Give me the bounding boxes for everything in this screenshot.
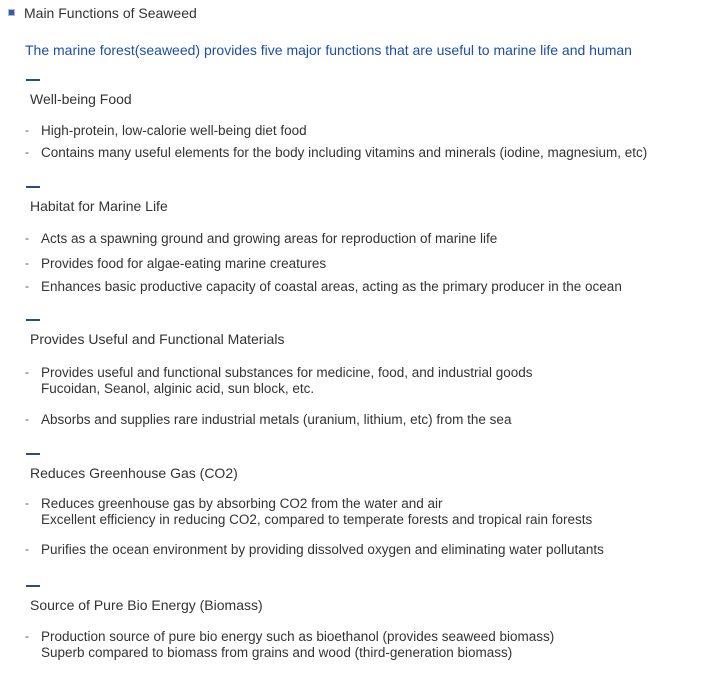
section-mark-icon [26, 186, 40, 188]
item-line: Provides useful and functional substances for medicine, food, and industrial goods [41, 365, 533, 380]
section-bio-energy [25, 585, 705, 660]
item-list [25, 629, 705, 660]
list-item [25, 256, 705, 272]
section-title: Habitat for Marine Life [30, 198, 168, 214]
dash-icon: - [25, 496, 29, 510]
page-title-row [8, 5, 197, 21]
section-title: Provides Useful and Functional Materials [30, 331, 285, 347]
section-habitat-marine-life [25, 186, 705, 294]
intro-text: The marine forest(seaweed) provides five major functions that are useful to marine life and human [25, 42, 632, 58]
dash-icon: - [25, 629, 29, 643]
item-line: Provides food for algae-eating marine creatures [41, 255, 327, 271]
square-bullet-icon [8, 9, 15, 16]
dash-icon: - [25, 412, 29, 426]
item-list [25, 123, 705, 161]
section-mark-icon [26, 79, 40, 81]
section-title: Well-being Food [30, 91, 132, 107]
section-useful-materials [25, 319, 705, 428]
section-title: Reduces Greenhouse Gas (CO2) [30, 465, 238, 481]
list-item [25, 231, 705, 247]
item-line: Absorbs and supplies rare industrial metals (uranium, lithium, etc) from the sea [41, 412, 512, 427]
list-item [25, 542, 705, 558]
list-item [25, 123, 705, 139]
item-line: Superb compared to biomass from grains and wood (third-generation biomass) [41, 644, 513, 660]
section-title: Source of Pure Bio Energy (Biomass) [30, 597, 263, 613]
dash-icon: - [25, 542, 29, 556]
section-mark-icon [26, 319, 40, 321]
list-item [25, 412, 705, 428]
dash-icon: - [25, 123, 29, 137]
list-item [25, 365, 705, 396]
item-line: Production source of pure bio energy such as bioethanol (provides seaweed biomass) [41, 629, 555, 644]
item-list [25, 231, 705, 294]
section-well-being-food [25, 79, 705, 161]
item-line: Enhances basic productive capacity of coastal areas, acting as the primary producer in the ocean [41, 278, 622, 294]
item-line: Purifies the ocean environment by providing dissolved oxygen and eliminating water pollutants [41, 542, 604, 557]
list-item [25, 145, 705, 161]
section-greenhouse-gas [25, 453, 705, 558]
item-list [25, 496, 705, 558]
item-line: Contains many useful elements for the body including vitamins and minerals (iodine, magnesium, etc) [41, 145, 648, 160]
item-line: Acts as a spawning ground and growing areas for reproduction of marine life [41, 231, 498, 246]
page-title: Main Functions of Seaweed [24, 5, 197, 21]
dash-icon: - [25, 255, 29, 270]
item-line: Excellent efficiency in reducing CO2, compared to temperate forests and tropical rain forests [41, 511, 593, 527]
dash-icon: - [25, 145, 29, 159]
dash-icon: - [25, 278, 29, 293]
item-line: Fucoidan, Seanol, alginic acid, sun block, etc. [41, 380, 315, 396]
item-line: High-protein, low-calorie well-being diet food [41, 123, 307, 138]
section-mark-icon [26, 585, 40, 587]
dash-icon: - [25, 231, 29, 245]
item-line: Reduces greenhouse gas by absorbing CO2 from the water and air [41, 496, 443, 511]
list-item [25, 629, 705, 660]
section-mark-icon [26, 453, 40, 455]
item-list [25, 365, 705, 428]
dash-icon: - [25, 365, 29, 379]
list-item [25, 279, 705, 295]
list-item [25, 496, 705, 527]
